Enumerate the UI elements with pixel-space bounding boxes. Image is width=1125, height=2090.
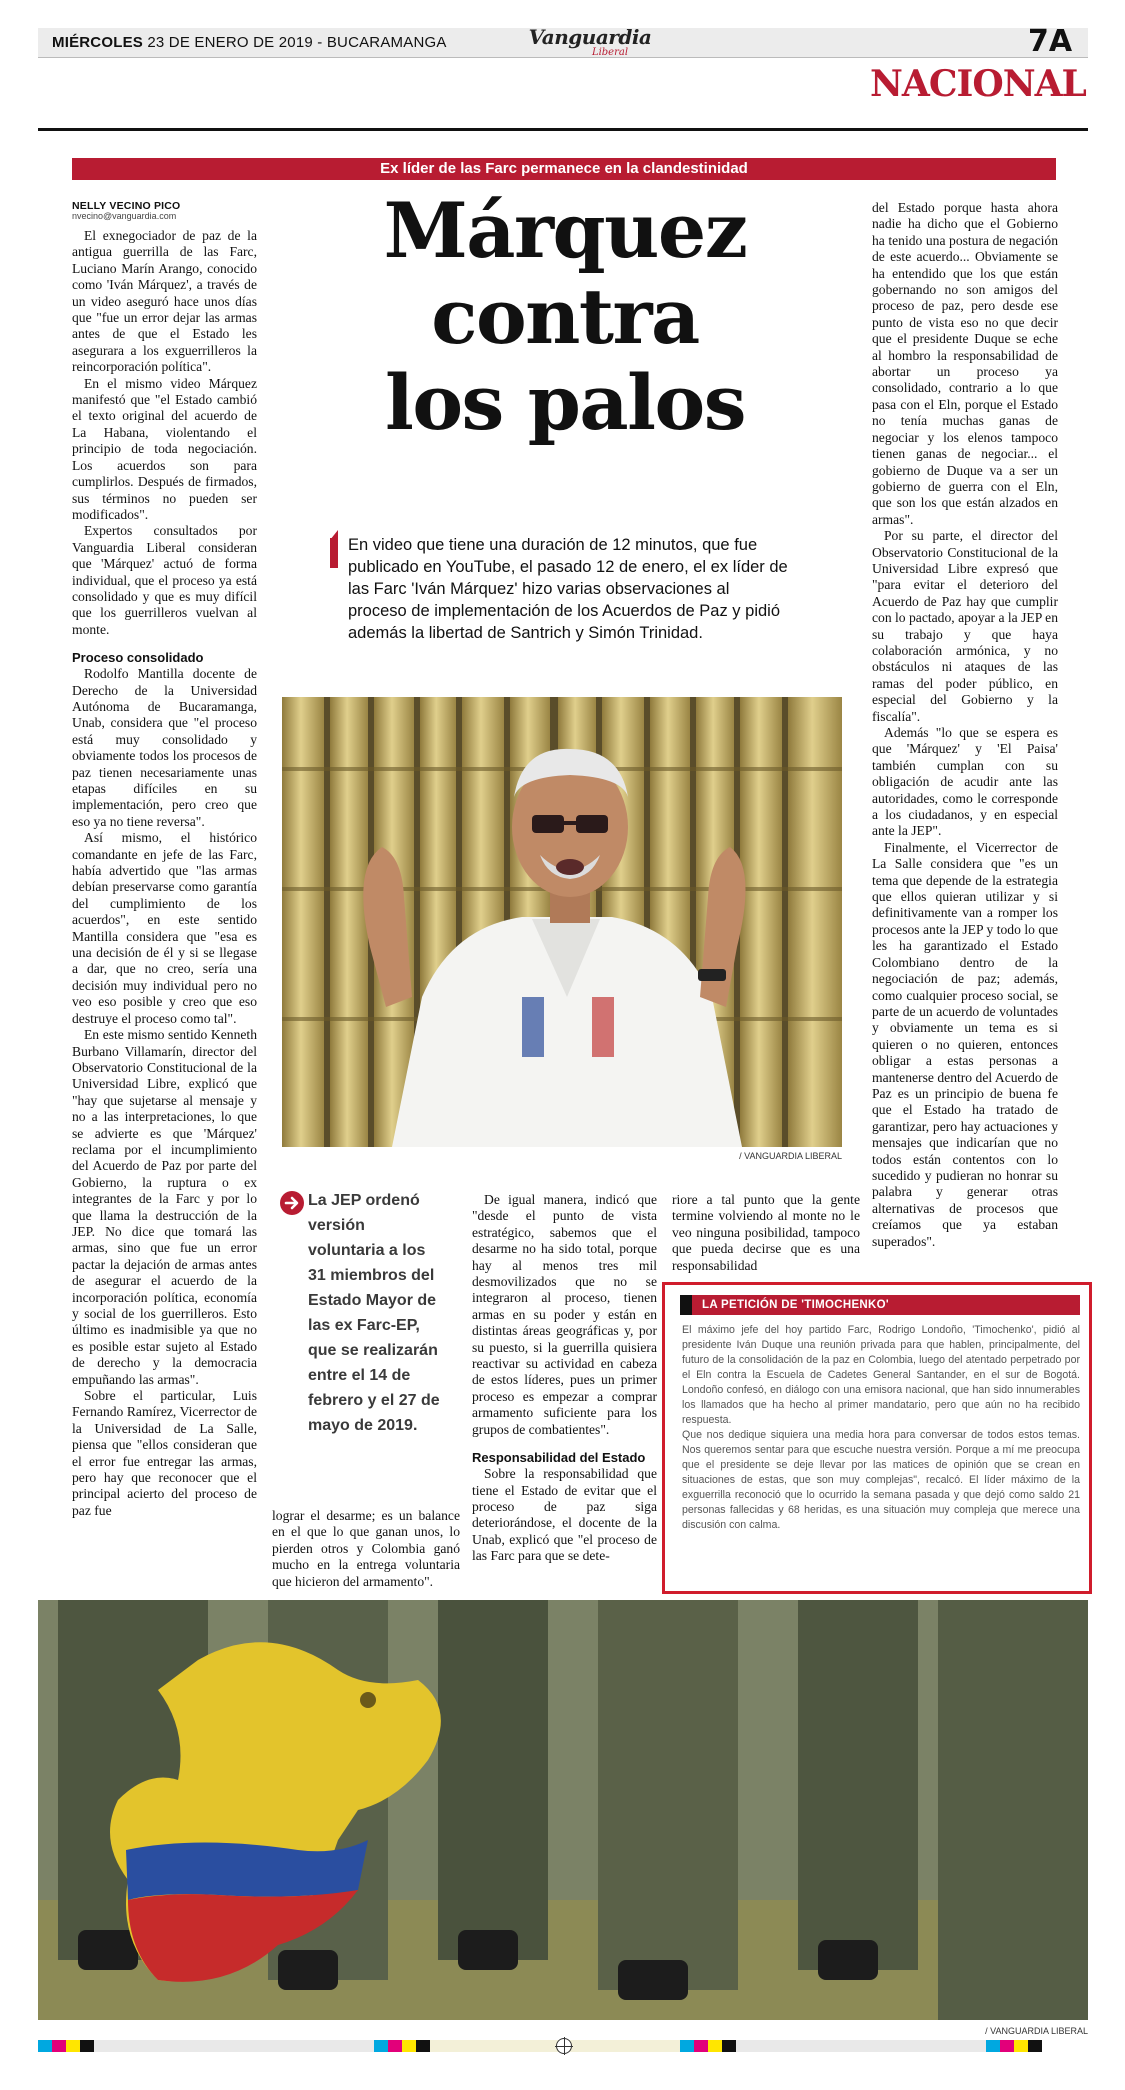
- registration-mark-icon: [556, 2038, 572, 2054]
- sidebar-paragraph: El máximo jefe del hoy partido Farc, Rodrigo Londoño, 'Timochenko', pidió al presidente Iván Duque una reunión privada para que hablen, principalmente, del futuro de la consolidación de la paz en Colombia, luego del atentado perpetrado por el Eln contra la Escuela de Cadetes General Santander, en el sur de Bogotá. Londoño confesó, en diálogo con una emisora nacional, que han sido innumerables los llamados que ha hecho al primer mandatario, pero que aún no ha recibido respuesta.: [682, 1324, 1080, 1426]
- color-swatch: [38, 2040, 52, 2052]
- article-column-1: [72, 228, 257, 1519]
- sidebar-paragraph: Que nos dedique siquiera una media hora para conversar de todos estos temas. Nos queremos sentar para que escuche nuestra versión. Porque a mí me preocupa que el presidente se deje llevar por las matices de opinión que se crean en situaciones de estas, que son muy complejas", recalcó. El líder máximo de la exguerrilla reconoció que lo ocurrido la semana pasada y que dejó como saldo 21 personas fallecidas y 68 heridas, es una situación muy compleja que merece una discusión con calma.: [682, 1429, 1080, 1531]
- color-swatch: [374, 2040, 388, 2052]
- article-column-4: [672, 1192, 860, 1274]
- subhead: Proceso consolidado: [72, 650, 204, 666]
- color-swatch: [1014, 2040, 1028, 2052]
- newspaper-logo: [525, 26, 655, 58]
- color-swatch: [722, 2040, 736, 2052]
- page-number: 7A: [1028, 24, 1073, 59]
- paragraph: Por su parte, el director del Observatorio Constitucional de la Universidad Libre expresó que "para evitar el deterioro del Acuerdo de Paz hay que cumplir con lo pactado, apoyar a la JEP en su trabajo y que haya colaboración armónica, y no obstáculos ni ataques de las ramas del poder público, en especial del Gobierno y la fiscalía".: [872, 528, 1058, 724]
- sidebar-title: LA PETICIÓN DE 'TIMOCHENKO': [702, 1299, 889, 1311]
- color-swatch: [52, 2040, 66, 2052]
- dateline-date: 23 DE ENERO DE 2019 - BUCARAMANGA: [147, 34, 447, 51]
- kicker-bar: Ex líder de las Farc permanece en la clandestinidad: [72, 158, 1056, 180]
- paragraph: lograr el desarme; es un balance en el que lo que ganan unos, lo pierden otros y Colombia ganó mucho en la entrega voluntaria que hicieron del armamento".: [272, 1508, 460, 1589]
- article-column-2: [272, 1508, 460, 1590]
- main-photo-illustration: [282, 697, 842, 1147]
- color-swatch: [694, 2040, 708, 2052]
- color-swatch: [1000, 2040, 1014, 2052]
- sidebar-text: [682, 1323, 1080, 1533]
- paragraph: El exnegociador de paz de la antigua guerrilla de las Farc, Luciano Marín Arango, conocido como 'Iván Márquez', a través de un video aseguró hace unos días que "fue un error dejar las armas antes de que el Estado les asegurara a los exguerrilleros la reincorporación política".: [72, 228, 257, 375]
- dateline-weekday: MIÉRCOLES: [52, 34, 143, 51]
- color-swatch: [80, 2040, 94, 2052]
- headline-line-3: los palos: [384, 358, 746, 447]
- paragraph: del Estado porque hasta ahora nadie ha dicho que el Gobierno ha tenido una postura de negación de este acuerdo... Obviamente se ha entendido que los que están gobernando no son amigos del proceso de paz, pero desde ese punto de vista eso no que decir que el presidente Duque se eche al hombro la responsabilidad de abortar un proceso ya consolidado, contrario a lo que pasa con el Eln, porque el Estado no tenía muchas ganas de negociar y los elenos tampoco tienen ganas de negociar... el gobierno de Duque va a ser un gobierno de guerra con el Eln, que son los que están alzados en armas".: [872, 200, 1058, 527]
- headline-line-1: Márquez: [383, 186, 747, 275]
- section-title: NACIONAL: [870, 63, 1086, 105]
- deck-summary: En video que tiene una duración de 12 minutos, que fue publicado en YouTube, el pasado 12 de enero, el ex líder de las Farc 'Iván Márquez' hizo varias observaciones al proceso de implementación de los Acuerdos de Paz y pidió además la libertad de Santrich y Simón Trinidad.: [348, 536, 788, 642]
- subhead: Responsabilidad del Estado: [472, 1450, 646, 1466]
- color-swatch: [708, 2040, 722, 2052]
- logo-sub: Liberal: [591, 47, 629, 58]
- byline-email: nvecino@vanguardia.com: [72, 211, 177, 221]
- paragraph: En este mismo sentido Kenneth Burbano Villamarín, director del Observatorio Constitucional de la Universidad Libre, explicó que "hay que sujetarse al mensaje y no a las interpretaciones, lo que se advierte es que 'Márquez' reclama por el incumplimiento del Acuerdo de Paz por parte del Gobierno, la ruptura o ex integrantes de la Farc y por lo que llama la destrucción de la JEP. No dice que tomará las armas, sino que fue un error pactar la dejación de armas antes de asegurar el acuerdo de la incorporación política, economía y social de los guerrilleros. Esto último es inadmisible ya que no es posible estar sujeto al Estado de derecho y la democracia empuñando las armas".: [72, 1027, 257, 1387]
- logo-main: Vanguardia: [528, 25, 652, 49]
- paragraph: riore a tal punto que la gente termine volviendo al monte no le veo ninguna posibilidad, tampoco que pueda decirse que es una responsabilidad: [672, 1192, 860, 1273]
- arrow-right-circle-icon: [280, 1191, 304, 1215]
- headline-line-2: contra: [431, 272, 699, 361]
- main-photo: [282, 697, 842, 1147]
- headline: [340, 188, 790, 446]
- paragraph: En el mismo video Márquez manifestó que "el Estado cambió el texto original del acuerdo de La Habana, violentando el principio de toda negociación. Los acuerdos son para cumplirlos. Después de firmados, sus términos no pueden ser modificados".: [72, 375, 257, 522]
- paragraph: De igual manera, indicó que "desde el punto de vista estratégico, sabemos que el desarme no ha sido total, porque hay al menos tres mil desmovilizados que no se integraron al proceso, tienen armas en su poder y están en distintas áreas geográficas y, por su puesto, si la guerrilla quisiera reactivar su actividad en cabeza de estos líderes, pues un primer proceso es empezar a comprar armamento suficiente para los grupos de combatientes".: [472, 1192, 657, 1437]
- highlight-quote: La JEP ordenó versión voluntaria a los 31 miembros del Estado Mayor de las ex Farc-EP, que se realizarán entre el 14 de febrero y el 27 de mayo de 2019.: [308, 1192, 440, 1434]
- deck-marker: [330, 538, 338, 568]
- paragraph: Sobre la responsabilidad que tiene el Estado de evitar que el proceso de paz siga deteriorándose, el docente de la Unab, explicó que "el proceso de las Farc para que se dete-: [472, 1466, 657, 1564]
- color-swatch: [736, 2040, 986, 2052]
- bottom-photo: [38, 1600, 1088, 2020]
- paragraph: Sobre el particular, Luis Fernando Ramírez, Vicerrector de la Universidad de La Salle, piensa que "ellos consideran que el error fue entregar las armas, pero hay que reconocer que el principal acierto del proceso de paz fue: [72, 1388, 257, 1518]
- paragraph: Rodolfo Mantilla docente de Derecho de la Universidad Autónoma de Bucaramanga, Unab, considera que "el proceso está muy consolidado y obviamente todos los procesos de paz tienen necesariamente unas etapas difíciles en su implementación, pero creo que eso ya no tiene reversa".: [72, 666, 257, 829]
- color-swatch: [416, 2040, 430, 2052]
- article-column-3: [472, 1192, 657, 1565]
- paragraph: Además "lo que se espera es que 'Márquez' y 'El Paisa' también cumplan con su obligación de acudir ante las autoridades, como le corresponde a los ciudadanos, y en especial ante la JEP".: [872, 725, 1058, 839]
- sidebar-header-mark: [680, 1295, 692, 1315]
- color-swatch: [680, 2040, 694, 2052]
- article-column-5: [872, 200, 1058, 1250]
- color-swatch: [1028, 2040, 1042, 2052]
- color-swatch: [388, 2040, 402, 2052]
- color-swatch: [986, 2040, 1000, 2052]
- color-swatch: [94, 2040, 374, 2052]
- bottom-photo-credit: / VANGUARDIA LIBERAL: [985, 2026, 1088, 2036]
- paragraph: Expertos consultados por Vanguardia Liberal consideran que 'Márquez' actuó de forma individual, que el proceso ya está consolidado y que es muy difícil que los guerrilleros vuelvan al monte.: [72, 523, 257, 637]
- header-rule: [38, 128, 1088, 131]
- bottom-photo-illustration: [38, 1600, 1088, 2020]
- byline-author: NELLY VECINO PICO: [72, 200, 181, 212]
- color-swatch: [66, 2040, 80, 2052]
- color-swatch: [402, 2040, 416, 2052]
- main-photo-credit: / VANGUARDIA LIBERAL: [739, 1151, 842, 1161]
- paragraph: Así mismo, el histórico comandante en jefe de las Farc, había advertido que "las armas debían preservarse como garantía del cumplimiento de los acuerdos", en este sentido Mantilla considera que "esa es una decisión de él y si se llegase a dar, que no creo, sería una decisión muy individual pero no veo eso posible y creo que eso destruye el proceso como tal".: [72, 830, 257, 1026]
- dateline: [52, 30, 447, 56]
- paragraph: Finalmente, el Vicerrector de La Salle considera que "es un tema que depende de la estrategia que ellos quieran utilizar y si definitivamente van a romper los procesos ante la JEP y todo lo que les ha garantizado el Estado Colombiano dentro de la negociación de paz; además, como cualquier proceso social, se parte de un acuerdo de voluntades y obviamente un tema es si quieren o no quieren, entonces obligar a estas personas a mantenerse dentro del Acuerdo de Paz es un principio de buena fe que el Estado ha tratado de garantizar, pero hay actuaciones y mensajes que indicarían que no todos están contentos con lo sucedido y pudieran no honrar su palabra y generar otras alternativas de procesos que creíamos que ya estaban superados".: [872, 839, 1058, 1249]
